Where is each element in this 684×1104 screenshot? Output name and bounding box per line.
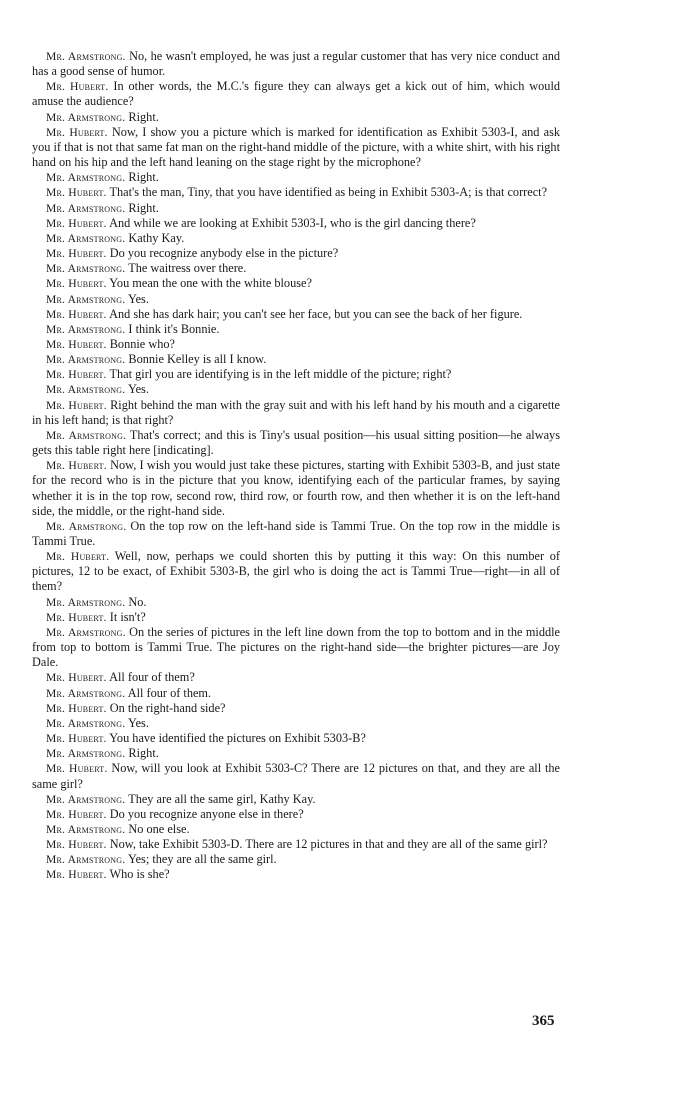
speech-text: Do you recognize anyone else in there? xyxy=(109,806,304,821)
speech-text: It isn't? xyxy=(109,609,146,624)
speaker-name: Mr. Hubert. xyxy=(46,838,107,852)
testimony-paragraph xyxy=(32,110,560,125)
speaker-name: Mr. Hubert. xyxy=(46,701,107,715)
speech-text: They are all the same girl, Kathy Kay. xyxy=(128,791,316,806)
speaker-name: Mr. Armstrong. xyxy=(46,822,126,836)
speech-text: The waitress over there. xyxy=(128,261,247,276)
speaker-name: Mr. Hubert. xyxy=(46,398,107,412)
speaker-name: Mr. Hubert. xyxy=(46,671,107,685)
speech-text: Bonnie Kelley is all I know. xyxy=(128,352,267,367)
speech-text: Now, I wish you would just take these pictures, starting with Exhibit 5303-B, and just state for the record who is in the picture that you know, identifying each of the particular frames, by saying whether it is in the top row, second row, third row, or fourth row, and then whether it is on the left-hand side, the middle, or the right-hand side. xyxy=(32,458,560,518)
testimony-paragraph xyxy=(32,125,560,170)
testimony-paragraph xyxy=(32,367,560,382)
speaker-name: Mr. Hubert. xyxy=(46,337,107,351)
testimony-paragraph xyxy=(32,170,560,185)
speaker-name: Mr. Armstrong. xyxy=(46,50,126,63)
speech-text: I think it's Bonnie. xyxy=(128,321,220,336)
testimony-paragraph xyxy=(32,731,560,746)
testimony-paragraph xyxy=(32,382,560,397)
speech-text: Yes. xyxy=(127,382,149,397)
speaker-name: Mr. Hubert. xyxy=(46,125,108,139)
speaker-name: Mr. Armstrong. xyxy=(46,716,126,730)
testimony-paragraph xyxy=(32,792,560,807)
speech-text: In other words, the M.C.'s figure they can always get a kick out of him, which would amuse the audience? xyxy=(32,79,561,109)
testimony-paragraph xyxy=(32,807,560,822)
testimony-paragraph xyxy=(32,398,560,428)
speech-text: All four of them. xyxy=(127,685,212,700)
testimony-paragraph xyxy=(32,670,560,685)
speaker-name: Mr. Armstrong. xyxy=(46,595,126,609)
page-number: 365 xyxy=(532,1013,555,1029)
testimony-paragraph xyxy=(32,201,560,216)
testimony-paragraph xyxy=(32,307,560,322)
testimony-paragraph xyxy=(32,625,560,670)
testimony-paragraph xyxy=(32,852,560,867)
speech-text: Yes; they are all the same girl. xyxy=(127,852,277,867)
speech-text: And she has dark hair; you can't see her face, but you can see the back of her figure. xyxy=(109,306,523,321)
testimony-paragraph xyxy=(32,261,560,276)
speaker-name: Mr. Armstrong. xyxy=(46,262,126,276)
speech-text: No. xyxy=(128,594,147,609)
transcript-body xyxy=(32,49,560,883)
speech-text: All four of them? xyxy=(109,670,195,685)
speech-text: Now, will you look at Exhibit 5303-C? There are 12 pictures on that, and they are all the same girl? xyxy=(32,761,561,791)
speech-text: Well, now, perhaps we could shorten this by putting it this way: On this number of pictures, 12 to be exact, of Exhibit 5303-B, the girl who is doing the act is Tammi True—right—in all of them? xyxy=(32,549,561,594)
speaker-name: Mr. Armstrong. xyxy=(46,353,126,367)
testimony-paragraph xyxy=(32,458,560,519)
testimony-paragraph xyxy=(32,49,560,79)
speaker-name: Mr. Hubert. xyxy=(46,307,107,321)
speaker-name: Mr. Hubert. xyxy=(46,610,107,624)
speaker-name: Mr. Hubert. xyxy=(46,550,110,564)
speaker-name: Mr. Hubert. xyxy=(46,368,107,382)
testimony-paragraph xyxy=(32,595,560,610)
testimony-paragraph xyxy=(32,216,560,231)
speaker-name: Mr. Hubert. xyxy=(46,216,107,230)
speech-text: That's correct; and this is Tiny's usual position—his usual sitting position—he always gets this table right here [indicating]. xyxy=(32,427,560,458)
speech-text: On the top row on the left-hand side is Tammi True. On the top row in the middle is Tammi True. xyxy=(32,518,561,548)
testimony-paragraph xyxy=(32,761,560,791)
testimony-paragraph xyxy=(32,519,560,549)
testimony-paragraph xyxy=(32,686,560,701)
speech-text: Bonnie who? xyxy=(109,336,175,351)
speaker-name: Mr. Armstrong. xyxy=(46,110,126,124)
speaker-name: Mr. Armstrong. xyxy=(46,428,127,442)
speech-text: Do you recognize anybody else in the picture? xyxy=(109,246,339,261)
speaker-name: Mr. Armstrong. xyxy=(46,292,126,306)
testimony-paragraph xyxy=(32,79,560,109)
speech-text: Right. xyxy=(128,170,159,185)
speech-text: You have identified the pictures on Exhibit 5303-B? xyxy=(109,731,366,746)
speech-text: Right. xyxy=(128,746,159,761)
speech-text: No one else. xyxy=(128,821,190,836)
speaker-name: Mr. Armstrong. xyxy=(46,686,126,700)
testimony-paragraph xyxy=(32,246,560,261)
testimony-paragraph xyxy=(32,746,560,761)
speech-text: On the right-hand side? xyxy=(109,700,226,715)
speech-text: Yes. xyxy=(127,291,149,306)
speech-text: Yes. xyxy=(127,715,149,730)
testimony-paragraph xyxy=(32,185,560,200)
speaker-name: Mr. Armstrong. xyxy=(46,171,126,185)
speaker-name: Mr. Armstrong. xyxy=(46,747,126,761)
speech-text: Kathy Kay. xyxy=(128,230,185,245)
speech-text: Now, take Exhibit 5303-D. There are 12 pictures in that and they are all of the same girl? xyxy=(109,837,548,852)
speaker-name: Mr. Hubert. xyxy=(46,247,107,261)
speaker-name: Mr. Hubert. xyxy=(46,807,107,821)
speaker-name: Mr. Hubert. xyxy=(46,80,109,94)
testimony-paragraph xyxy=(32,292,560,307)
speaker-name: Mr. Armstrong. xyxy=(46,322,126,336)
testimony-paragraph xyxy=(32,716,560,731)
speech-text: Right behind the man with the gray suit and with his left hand by his mouth and a cigarette in his left hand; is that right? xyxy=(32,397,561,427)
speaker-name: Mr. Armstrong. xyxy=(46,792,126,806)
speaker-name: Mr. Hubert. xyxy=(46,186,107,200)
testimony-paragraph xyxy=(32,701,560,716)
testimony-paragraph xyxy=(32,276,560,291)
testimony-paragraph xyxy=(32,822,560,837)
speaker-name: Mr. Armstrong. xyxy=(46,231,126,245)
speaker-name: Mr. Hubert. xyxy=(46,762,108,776)
speech-text: You mean the one with the white blouse? xyxy=(109,276,312,291)
testimony-paragraph xyxy=(32,837,560,852)
testimony-paragraph xyxy=(32,337,560,352)
testimony-paragraph xyxy=(32,231,560,246)
testimony-paragraph xyxy=(32,867,560,882)
speaker-name: Mr. Hubert. xyxy=(46,459,107,473)
speech-text: Now, I show you a picture which is marked for identification as Exhibit 5303-I, and ask you if that is not that same fat man on the right-hand middle of the picture, with a white shirt, with his right hand on his hip and the left hand leaning on the stage right by the microphone? xyxy=(32,124,560,170)
speaker-name: Mr. Hubert. xyxy=(46,732,107,746)
testimony-paragraph xyxy=(32,352,560,367)
speech-text: Right. xyxy=(128,200,159,215)
speech-text: That's the man, Tiny, that you have identified as being in Exhibit 5303-A; is that correct? xyxy=(109,185,548,200)
speech-text: And while we are looking at Exhibit 5303-I, who is the girl dancing there? xyxy=(109,215,476,230)
testimony-paragraph xyxy=(32,610,560,625)
speaker-name: Mr. Armstrong. xyxy=(46,519,127,533)
testimony-paragraph xyxy=(32,549,560,594)
speaker-name: Mr. Armstrong. xyxy=(46,383,126,397)
speaker-name: Mr. Armstrong. xyxy=(46,625,126,639)
speaker-name: Mr. Hubert. xyxy=(46,277,107,291)
speaker-name: Mr. Hubert. xyxy=(46,868,107,882)
testimony-paragraph xyxy=(32,322,560,337)
testimony-paragraph xyxy=(32,428,560,458)
speaker-name: Mr. Armstrong. xyxy=(46,853,126,867)
speech-text: Right. xyxy=(128,109,159,124)
speech-text: No, he wasn't employed, he was just a regular customer that has very nice conduct and has a good sense of humor. xyxy=(32,49,560,79)
speech-text: On the series of pictures in the left line down from the top to bottom and in the middle from top to bottom is Tammi True. The pictures on the right-hand side—the brighter pictures—are Joy Dale. xyxy=(32,624,561,670)
speech-text: That girl you are identifying is in the left middle of the picture; right? xyxy=(109,367,452,382)
speech-text: Who is she? xyxy=(109,867,170,882)
speaker-name: Mr. Armstrong. xyxy=(46,201,126,215)
